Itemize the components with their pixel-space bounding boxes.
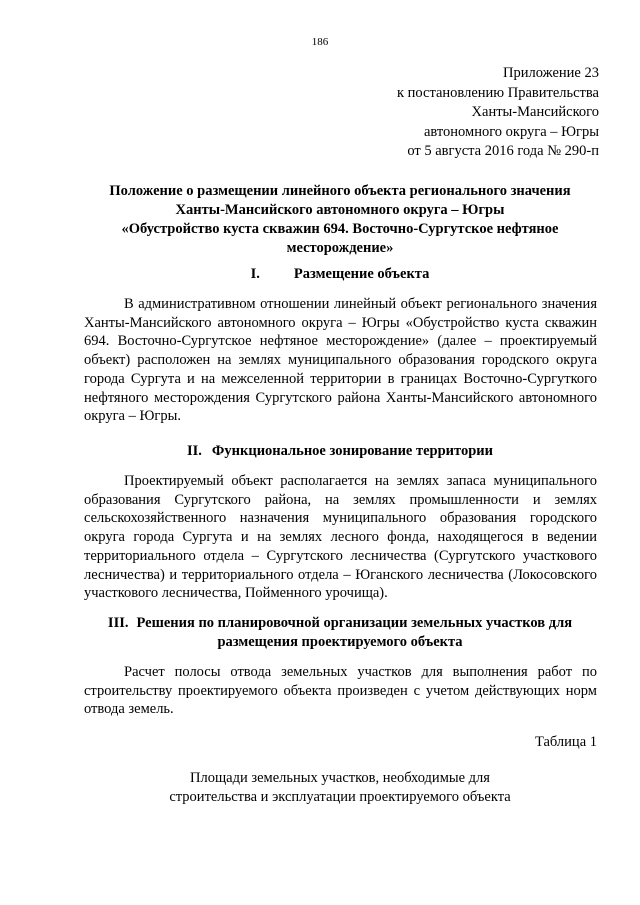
section-number: III.: [107, 615, 129, 631]
section-title: Функциональное зонирование территории: [211, 443, 493, 459]
table-caption: [80, 769, 600, 807]
section-number: I.: [250, 266, 260, 282]
appendix-line: Приложение 23: [503, 65, 599, 81]
title-line: месторождение»: [286, 240, 394, 256]
appendix-line: от 5 августа 2016 года № 290-п: [407, 143, 599, 159]
title-line: Ханты-Мансийского автономного округа – Югры: [175, 202, 505, 218]
table-label: Таблица 1: [534, 734, 597, 750]
appendix-line: к постановлению Правительства: [397, 84, 599, 101]
document-title: [80, 182, 600, 258]
section-title-line: Решения по планировочной организации земельных участков для: [136, 615, 573, 631]
title-line: «Обустройство куста скважин 694. Восточно-Сургутское нефтяное: [121, 221, 559, 237]
section-heading-3: [80, 614, 600, 652]
section-paragraph-1: В административном отношении линейный объект регионального значения Ханты-Мансийского автономного округа – Югры «Обустройство куста скважин 694. Восточно-Сургутское нефтяное месторождение» (далее – проектируемый объект) расположен на землях муниципального образования городского округа города Сургута и на межселенной территории в границах Восточно-Сургуткого нефтяного месторождения Сургутского района Ханты-Мансийского автономного округа – Югры.: [84, 296, 597, 425]
section-number: II.: [187, 443, 202, 459]
section-heading-1: [70, 265, 610, 284]
appendix-line: Ханты-Мансийского: [471, 104, 599, 120]
title-line: Положение о размещении линейного объекта регионального значения: [109, 183, 571, 199]
section-title: Размещение объекта: [293, 266, 430, 282]
section-paragraph-3: Расчет полосы отвода земельных участков для выполнения работ по строительству проектируемого объекта произведен с учетом действующих норм отвода земель.: [84, 664, 597, 718]
section-heading-2: [70, 442, 610, 461]
section-title-line: размещения проектируемого объекта: [217, 634, 463, 650]
appendix-line: автономного округа – Югры: [423, 123, 599, 140]
table-caption-line: Площади земельных участков, необходимые для: [190, 770, 490, 786]
section-paragraph-2: Проектируемый объект располагается на землях запаса муниципального образования Сургутского района, на землях промышленности и землях сельскохозяйственного назначения муниципального образования городского округа города Сургута и на землях лесного фонда, находящегося в ведении территориального отдела – Сургутского лесничества (Сургутского участкового лесничества) и территориального отдела – Юганского лесничества (Локосовского участкового лесничества, Пойменного урочища).: [84, 473, 597, 602]
table-caption-line: строительства и эксплуатации проектируемого объекта: [169, 789, 511, 805]
page-number: 186: [311, 36, 329, 48]
appendix-block: [397, 64, 599, 162]
